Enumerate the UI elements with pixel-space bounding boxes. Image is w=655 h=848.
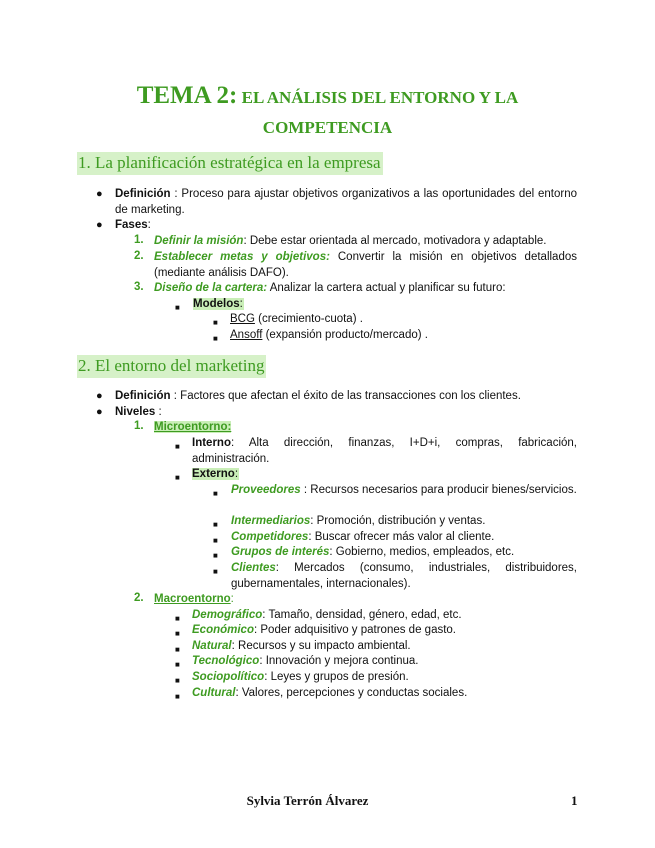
fase-1-text: : Debe estar orientada al mercado, motivadora y adaptable. [243, 235, 547, 247]
fase-2-label: Establecer metas y objetivos: [154, 251, 330, 263]
fase-1-num: 1. [134, 234, 144, 246]
square-bullet: ■ [213, 536, 218, 545]
micro-label: Microentorno: [154, 421, 232, 433]
externo-item-2-label: Intermediarios [231, 515, 311, 527]
externo-item-5-text: : Mercados (consumo, industriales, distribuidores, gubernamentales, internacionales). [231, 562, 577, 590]
fase-1 [154, 234, 546, 250]
externo-line [175, 467, 239, 483]
square-bullet: ■ [213, 551, 218, 560]
externo-label: Externo [192, 468, 235, 480]
fase-3 [154, 281, 506, 297]
square-bullet: ■ [213, 334, 218, 343]
square-bullet: ■ [175, 645, 180, 654]
macro-item-6-text: : Valores, percepciones y conductas sociales. [235, 687, 468, 699]
externo-item-2-text: : Promoción, distribución y ventas. [310, 515, 486, 527]
bullet-dot: ● [96, 406, 103, 418]
section2-heading: 2. El entorno del marketing [77, 355, 266, 378]
title-tema: TEMA 2: [136, 82, 238, 109]
macro-label: Macroentorno [154, 593, 231, 605]
macro-item-1-label: Demográfico [192, 609, 263, 621]
modelos-line [175, 297, 243, 313]
modelos-highlight [193, 298, 244, 310]
macro-item-5 [192, 670, 409, 686]
macro-num: 2. [134, 592, 144, 604]
title-rest: EL ANÁLISIS DEL ENTORNO Y LA [237, 88, 519, 107]
micro-num: 1. [134, 420, 144, 432]
square-bullet: ■ [175, 676, 180, 685]
externo-item-3-text: : Buscar ofrecer más valor al cliente. [308, 531, 495, 543]
interno-item [192, 436, 577, 467]
niveles-label: Niveles [115, 406, 156, 418]
macro-heading [154, 592, 234, 608]
fase-3-label: Diseño de la cartera: [154, 282, 268, 294]
bullet-dot: ● [96, 188, 103, 200]
niveles-line [115, 405, 162, 421]
square-bullet: ■ [175, 614, 180, 623]
macro-item-3 [192, 639, 411, 655]
macro-item-1-text: : Tamaño, densidad, género, edad, etc. [262, 609, 462, 621]
externo-item-1-text: : Recursos necesarios para producir bienes/servicios. [300, 484, 577, 496]
definicion-1-text [115, 187, 577, 218]
macro-item-5-label: Sociopolítico [192, 671, 265, 683]
interno-label: Interno [192, 437, 231, 449]
fases-label: Fases [115, 219, 148, 231]
macro-item-4-label: Tecnológico [192, 655, 260, 667]
externo-item-1 [231, 483, 577, 499]
externo-item-3 [231, 530, 494, 546]
modelo-ansoff-name: Ansoff [230, 329, 263, 341]
fases-line [115, 218, 151, 234]
fases-colon: : [147, 219, 151, 231]
square-bullet: ■ [175, 692, 180, 701]
macro-item-5-text: : Leyes y grupos de presión. [264, 671, 409, 683]
modelo-bcg [213, 312, 363, 328]
macro-item-3-text: : Recursos y su impacto ambiental. [231, 640, 411, 652]
micro-heading [154, 420, 231, 436]
square-bullet: ■ [175, 303, 180, 312]
section1-heading: 1. La planificación estratégica en la empresa [77, 152, 383, 175]
externo-colon: : [234, 468, 239, 480]
document-title-line1 [0, 82, 655, 110]
footer-author: Sylvia Terrón Álvarez [246, 793, 369, 808]
modelo-ansoff-text: (expansión producto/mercado) . [262, 329, 428, 341]
fase-2-num: 2. [134, 250, 144, 262]
definicion-2-label: Definición [115, 390, 171, 402]
modelo-bcg-text: (crecimiento-cuota) . [254, 313, 363, 325]
macro-item-4-text: : Innovación y mejora continua. [259, 655, 419, 667]
externo-item-5 [231, 561, 577, 592]
macro-colon: : [230, 593, 234, 605]
definicion-2-text: : Factores que afectan el éxito de las transacciones con los clientes. [170, 390, 521, 402]
definicion-1-label: Definición [115, 188, 171, 200]
square-bullet: ■ [175, 629, 180, 638]
modelos-label: Modelos [193, 298, 240, 310]
footer-page-number: 1 [571, 793, 578, 808]
square-bullet: ■ [213, 318, 218, 327]
niveles-colon: : [155, 406, 162, 418]
macro-item-2 [192, 623, 456, 639]
externo-highlight [192, 468, 239, 480]
externo-item-4 [231, 545, 514, 561]
bullet-dot: ● [96, 219, 103, 231]
square-bullet: ■ [175, 442, 180, 451]
macro-item-6-label: Cultural [192, 687, 236, 699]
definicion-1-body: : Proceso para ajustar objetivos organizativos a las oportunidades del entorno de marketing. [115, 188, 577, 216]
macro-item-3-label: Natural [192, 640, 232, 652]
square-bullet: ■ [175, 473, 180, 482]
macro-item-4 [192, 654, 419, 670]
square-bullet: ■ [175, 660, 180, 669]
macro-item-1 [192, 608, 462, 624]
modelos-colon: : [239, 298, 243, 310]
macro-item-6 [192, 686, 467, 702]
definicion-2 [115, 389, 521, 405]
externo-item-3-label: Competidores [231, 531, 309, 543]
macro-item-2-label: Económico [192, 624, 254, 636]
macro-item-2-text: : Poder adquisitivo y patrones de gasto. [253, 624, 456, 636]
fase-2 [154, 250, 577, 281]
square-bullet: ■ [213, 489, 218, 498]
document-title-line2: COMPETENCIA [262, 118, 393, 137]
fase-3-num: 3. [134, 281, 144, 293]
fase-1-label: Definir la misión [154, 235, 244, 247]
fase-3-text: Analizar la cartera actual y planificar su futuro: [267, 282, 506, 294]
externo-item-2 [231, 514, 485, 530]
fase-2-text: Convertir la misión en objetivos detallados (mediante análisis DAFO). [154, 251, 577, 279]
interno-text: : Alta dirección, finanzas, I+D+i, compras, fabricación, administración. [192, 437, 577, 465]
externo-item-4-text: : Gobierno, medios, empleados, etc. [329, 546, 515, 558]
square-bullet: ■ [213, 567, 218, 576]
externo-item-4-label: Grupos de interés [231, 546, 330, 558]
square-bullet: ■ [213, 520, 218, 529]
externo-item-5-label: Clientes [231, 562, 276, 574]
bullet-dot: ● [96, 390, 103, 402]
modelo-bcg-name: BCG [230, 313, 255, 325]
modelo-ansoff [213, 328, 428, 344]
externo-item-1-label: Proveedores [231, 484, 301, 496]
